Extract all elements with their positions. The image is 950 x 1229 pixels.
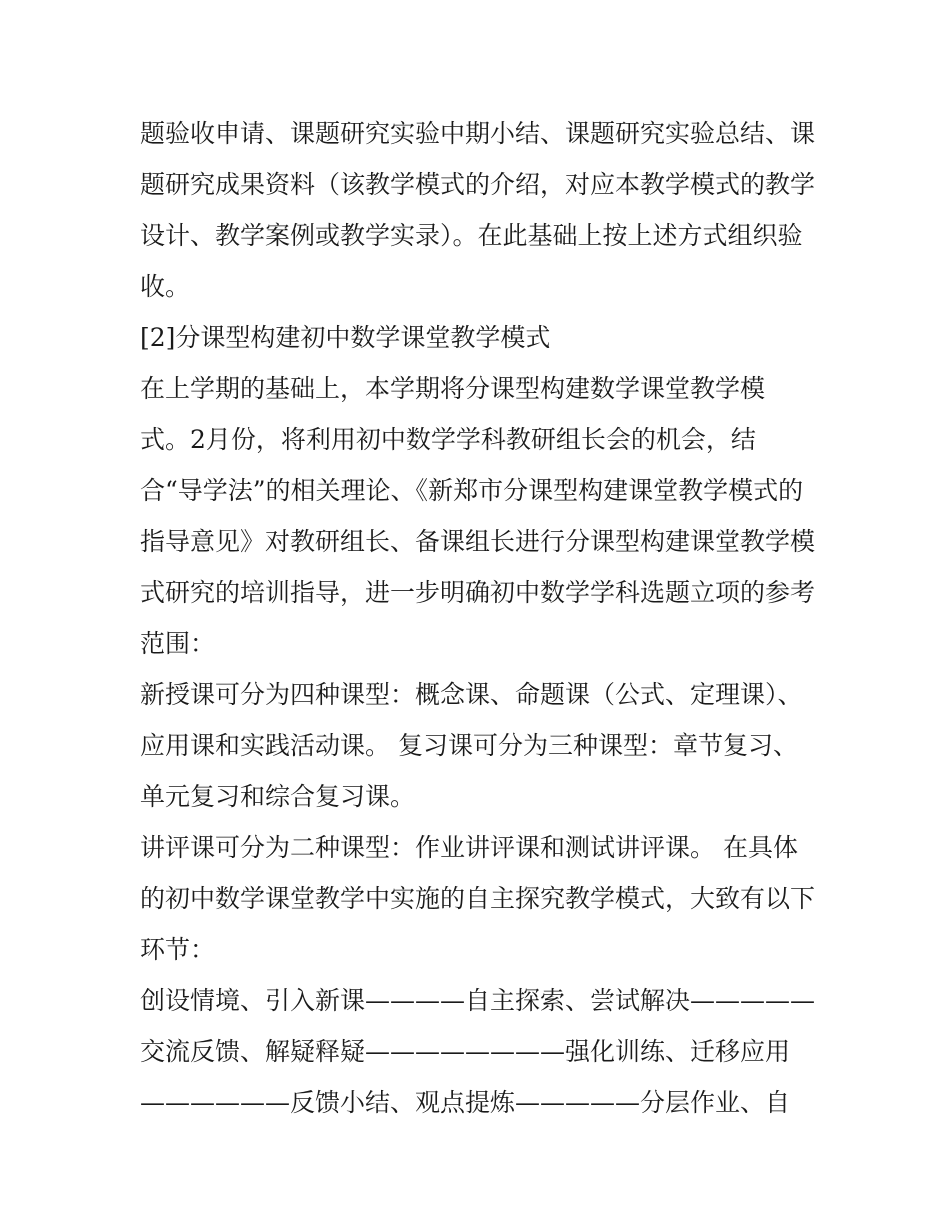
text-line-9: 指导意见》对教研组长、备课组长进行分课型构建课堂教学模 [140,527,816,556]
text-line-16: 的初中数学课堂教学中实施的自主探究教学模式，大致有以下 [140,884,816,913]
text-line-7: 式。2月份，将利用初中数学学科教研组长会的机会，结 [140,425,756,454]
text-line-12: 新授课可分为四种课型：概念课、命题课（公式、定理课）、 [140,680,803,709]
text-line-11: 范围： [140,629,216,658]
text-line-8: 合“导学法”的相关理论、《新郑市分课型构建课堂教学模式的 [140,476,804,505]
text-line-15: 讲评课可分为二种课型：作业讲评课和测试讲评课。 在具体 [140,833,798,862]
text-line-10: 式研究的培训指导，进一步明确初中数学学科选题立项的参考 [140,578,816,607]
text-line-17: 环节： [140,935,216,964]
text-line-13: 应用课和实践活动课。 复习课可分为三种课型：章节复习、 [140,731,798,760]
text-line-4: 收。 [140,272,191,301]
document-body [140,108,830,1128]
text-line-2: 题研究成果资料（该教学模式的介绍，对应本教学模式的教学 [140,170,816,199]
text-line-19: 交流反馈、解疑释疑————————强化训练、迁移应用 [140,1037,791,1066]
section-heading: [2]分课型构建初中数学课堂教学模式 [140,323,551,352]
text-line-14: 单元复习和综合复习课。 [140,782,416,811]
text-line-18: 创设情境、引入新课————自主探索、尝试解决————— [140,986,816,1015]
text-line-6: 在上学期的基础上，本学期将分课型构建数学课堂教学模 [140,374,766,403]
text-line-3: 设计、教学案例或教学实录）。在此基础上按上述方式组织验 [140,221,803,250]
text-line-20: ——————反馈小结、观点提炼—————分层作业、自 [140,1088,791,1117]
text-line-1: 题验收申请、课题研究实验中期小结、课题研究实验总结、课 [140,119,816,148]
